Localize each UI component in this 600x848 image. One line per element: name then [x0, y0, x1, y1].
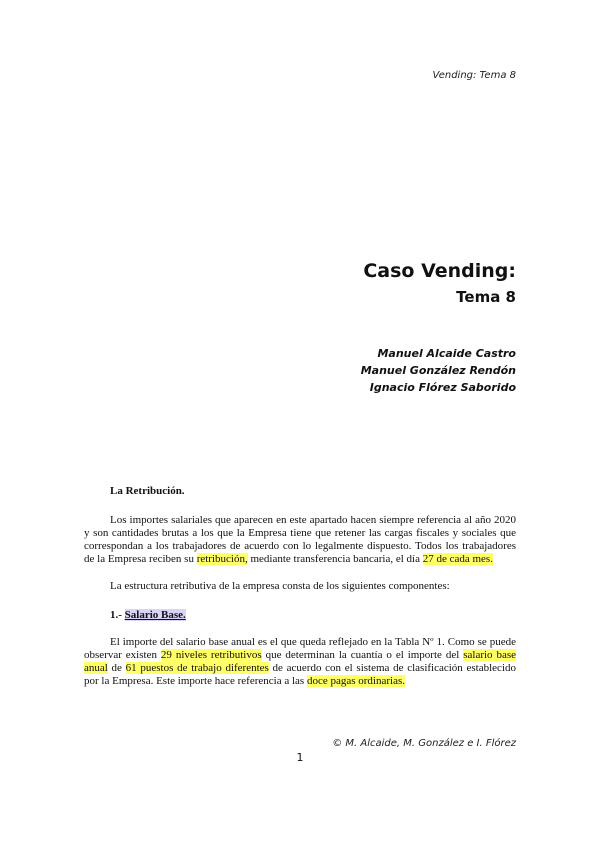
paragraph-text: que determinan la cuantía o el importe del [265, 649, 460, 661]
author-name: Manuel Alcaide Castro [377, 347, 516, 360]
highlight-text: 27 de cada mes. [422, 553, 493, 565]
highlight-text: 61 puestos de trabajo diferentes [125, 662, 269, 674]
paragraph-salario-base [84, 636, 516, 688]
highlight-text: retribución, [196, 553, 248, 565]
author-name: Manuel González Rendón [360, 364, 516, 377]
paragraph-text: Los importes salariales que aparecen en este apartado hacen siempre referencia al año 2020 y son cantidades brutas a los que la Empresa tiene que retener las cargas fiscales y sociales que correspondan a los trabajadores de acuerdo con lo legalmente dispuesto. Todos los trabajadores de la Empresa reciben su [84, 514, 516, 565]
title-block [363, 258, 516, 308]
page-number: 1 [296, 751, 304, 764]
document-subtitle: Tema 8 [456, 288, 516, 306]
authors-block [361, 345, 516, 396]
header-tag: Vending: Tema 8 [432, 70, 516, 81]
footer-copyright: © M. Alcaide, M. González e I. Flórez [332, 738, 516, 749]
author-name: Ignacio Flórez Saborido [369, 381, 516, 394]
highlight-text: doce pagas ordinarias. [306, 675, 405, 687]
subheading-salario-base [110, 609, 516, 622]
paragraph-retribucion [84, 514, 516, 566]
subheading-label: Salario Base. [124, 609, 186, 621]
paragraph-text: El importe del salario base anual es el que queda reflejado en la Tabla Nº 1. Como se puede observar existen [84, 636, 516, 661]
highlight-text: salario base anual [84, 649, 517, 674]
paragraph-text: mediante transferencia bancaria, el día [250, 553, 420, 565]
paragraph-estructura: La estructura retributiva de la empresa consta de los siguientes componentes: [110, 580, 450, 592]
section-title: La Retribución. [110, 485, 185, 497]
highlight-text: 29 niveles retributivos [160, 649, 262, 661]
body-content [84, 485, 516, 702]
paragraph-text: de acuerdo con el sistema de clasificación establecido por la Empresa. Este importe hace referencia a las [84, 662, 516, 687]
document-title: Caso Vending: [363, 260, 516, 282]
subheading-number: 1.- [110, 609, 122, 621]
paragraph-text: de [111, 662, 122, 674]
